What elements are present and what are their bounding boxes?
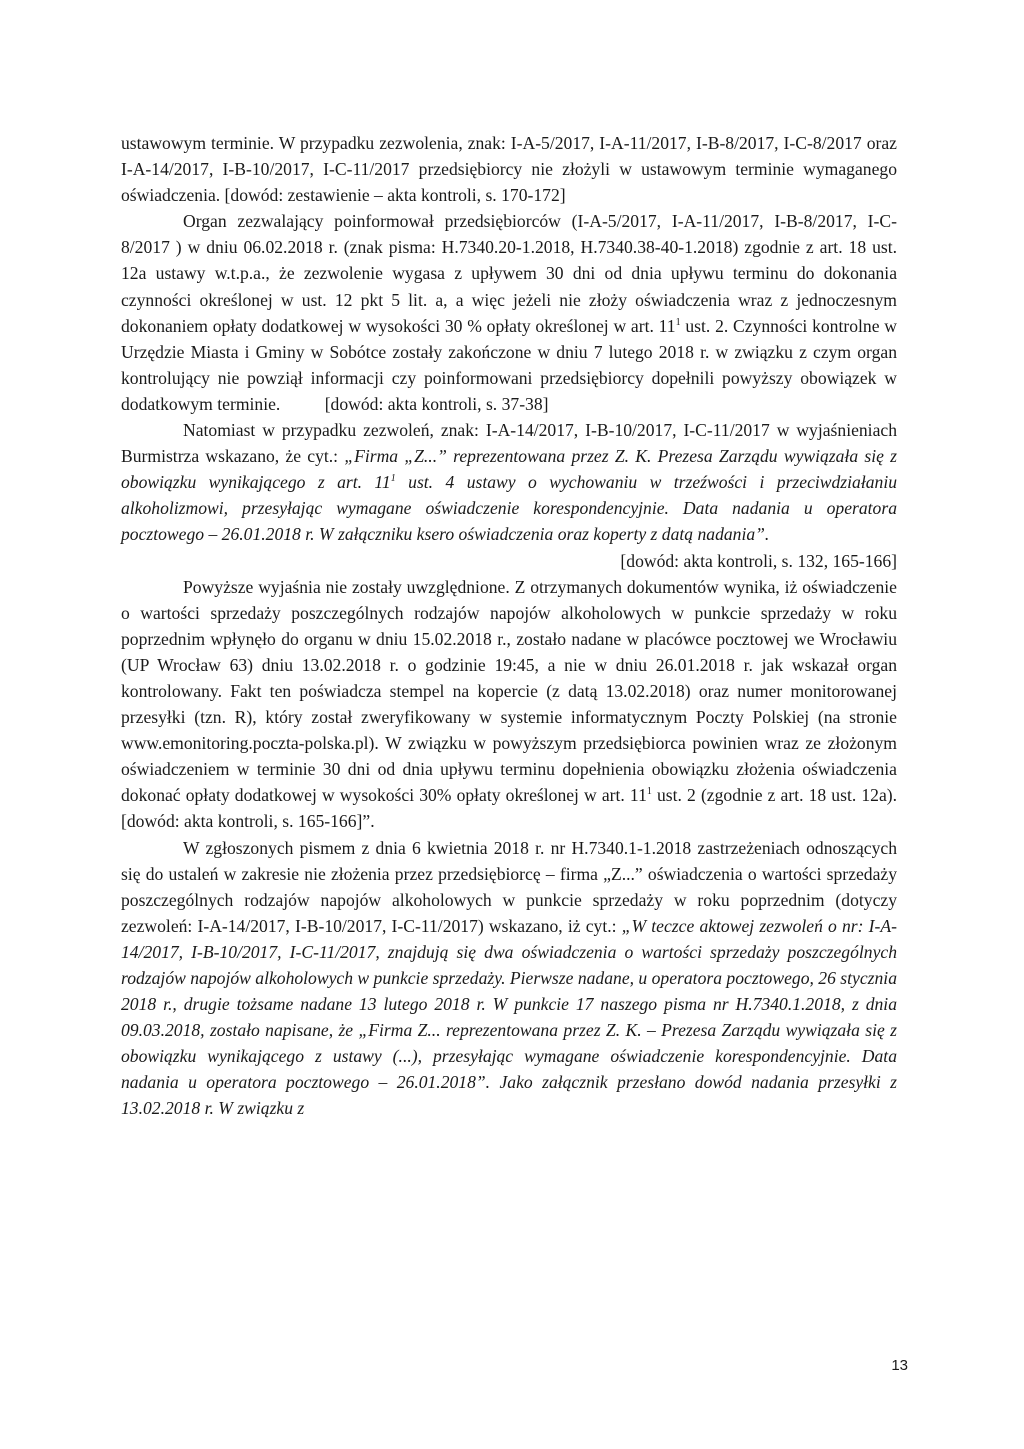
paragraph-1 xyxy=(121,130,897,208)
page-number: 13 xyxy=(891,1357,908,1374)
paragraph-2 xyxy=(121,208,897,417)
superscript: 1 xyxy=(675,316,681,328)
superscript: 1 xyxy=(390,473,396,485)
paragraph-2-text-a: Organ zezwalający poinformował przedsiębiorców (I-A-5/2017, I-A-11/2017, I-B-8/2017, I-C-8/2017 ) w dniu 06.02.2018 r. (znak pisma: H.7340.20-1.2018, H.7340.38-40-1.2018) zgodnie z art. 18 ust. 12a ustawy w.t.p.a., że zezwolenie wygasa z upływem 30 dni od dnia upływu terminu do dokonania czynności określonej w ust. 12 pkt 5 lit. a, a więc jeżeli nie złoży oświadczenia wraz z jednoczesnym dokonaniem opłaty dodatkowej w wysokości 30 % opłaty określonej w art. 11 xyxy=(121,211,897,336)
quote-text: „W teczce aktowej zezwoleń o nr: I-A-14/2017, I-B-10/2017, I-C-11/2017, znajdują się dwa oświadczenia o wartości sprzedaży poszczególnych rodzajów napojów alkoholowych w punkcie sprzedaży. Pierwsze nadane, u operatora pocztowego, 26 stycznia 2018 r., drugie tożsame nadane 13 lutego 2018 r. W punkcie 17 naszego pisma nr H.7340.1.2018, z dnia 09.03.2018, zostało napisane, że „Firma Z... reprezentowana przez Z. K. – Prezesa Zarządu wywiązała się z obowiązku wynikającego z ustawy (...), przesyłając wymagane oświadczenie korespondencyjnie. Data nadania u operatora pocztowego – 26.01.2018”. Jako załącznik przesłano dowód nadania przesyłki z 13.02.2018 r. W związku z xyxy=(121,915,898,1119)
paragraph-4-text-b: ust. 2 (zgodnie z art. 18 ust. 12a). [dowód: akta kontroli, s. 165-166]”. xyxy=(121,785,898,832)
evidence-reference: [dowód: akta kontroli, s. 37-38] xyxy=(324,393,549,414)
body-text xyxy=(121,130,897,1122)
quote-text-a: „Firma „Z...” reprezentowana przez Z. K. Prezesa Zarządu wywiązała się z obowiązku wynikającego z art. 11 xyxy=(121,446,898,493)
paragraph-5-text: W zgłoszonych pismem z dnia 6 kwietnia 2018 r. nr H.7340.1-1.2018 zastrzeżeniach odnoszących się do ustaleń w zakresie nie złożenia przez przedsiębiorcę – firma „Z...” oświadczenia o wartości sprzedaży poszczególnych rodzajów napojów alkoholowych w punkcie sprzedaży w roku poprzednim (dotyczy zezwoleń: I-A-14/2017, I-B-10/2017, I-C-11/2017) wskazano, iż cyt.: xyxy=(121,837,897,936)
paragraph-2-text-b: ust. 2. Czynności kontrolne w Urzędzie Miasta i Gminy w Sobótce zostały zakończone w dniu 7 lutego 2018 r. w związku z czym organ kontrolujący nie powziął informacji czy poinformowani przedsiębiorcy dopełnili powyższy obowiązek w dodatkowym terminie. xyxy=(121,315,897,414)
paragraph-5 xyxy=(121,835,897,1122)
paragraph-4 xyxy=(121,574,897,835)
evidence-reference: [dowód: akta kontroli, s. 132, 165-166] xyxy=(620,550,897,571)
paragraph-1-text: ustawowym terminie. W przypadku zezwolenia, znak: I-A-5/2017, I-A-11/2017, I-B-8/2017, I-C-8/2017 oraz I-A-14/2017, I-B-10/2017, I-C-11/2017 przedsiębiorcy nie złożyli w ustawowym terminie wymaganego oświadczenia. [dowód: zestawienie – akta kontroli, s. 170-172] xyxy=(121,133,897,206)
paragraph-3-text: Natomiast w przypadku zezwoleń, znak: I-A-14/2017, I-B-10/2017, I-C-11/2017 w wyjaśnieniach Burmistrza wskazano, że cyt.: xyxy=(121,420,897,467)
paragraph-3-reference xyxy=(121,548,897,574)
quote-text-b: ust. 4 ustawy o wychowaniu w trzeźwości i przeciwdziałaniu alkoholizmowi, przesyłając wymagane oświadczenie korespondencyjnie. Data nadania u operatora pocztowego – 26.01.2018 r. W załączniku ksero oświadczenia oraz koperty z datą nadania”. xyxy=(121,472,898,545)
paragraph-4-text-a: Powyższe wyjaśnia nie zostały uwzględnione. Z otrzymanych dokumentów wynika, iż oświadczenie o wartości sprzedaży poszczególnych rodzajów napojów alkoholowych w punkcie sprzedaży w roku poprzednim wpłynęło do organu w dniu 15.02.2018 r., zostało nadane w placówce pocztowej we Wrocławiu (UP Wrocław 63) dniu 13.02.2018 r. o godzinie 19:45, a nie w dniu 26.01.2018 r. jak wskazał organ kontrolowany. Fakt ten poświadcza stempel na kopercie (z datą 13.02.2018) oraz numer monitorowanej przesyłki (tzn. R), który został zweryfikowany w systemie informatycznym Poczty Polskiej (na stronie www.emonitoring.poczta-polska.pl). W związku w powyższym przedsiębiorca powinien wraz ze złożonym oświadczeniem w terminie 30 dni od dnia upływu terminu dopełnienia obowiązku złożenia oświadczenia dokonać opłaty dodatkowej w wysokości 30% opłaty określonej w art. 11 xyxy=(121,576,897,806)
superscript: 1 xyxy=(646,786,652,798)
paragraph-3 xyxy=(121,417,897,547)
